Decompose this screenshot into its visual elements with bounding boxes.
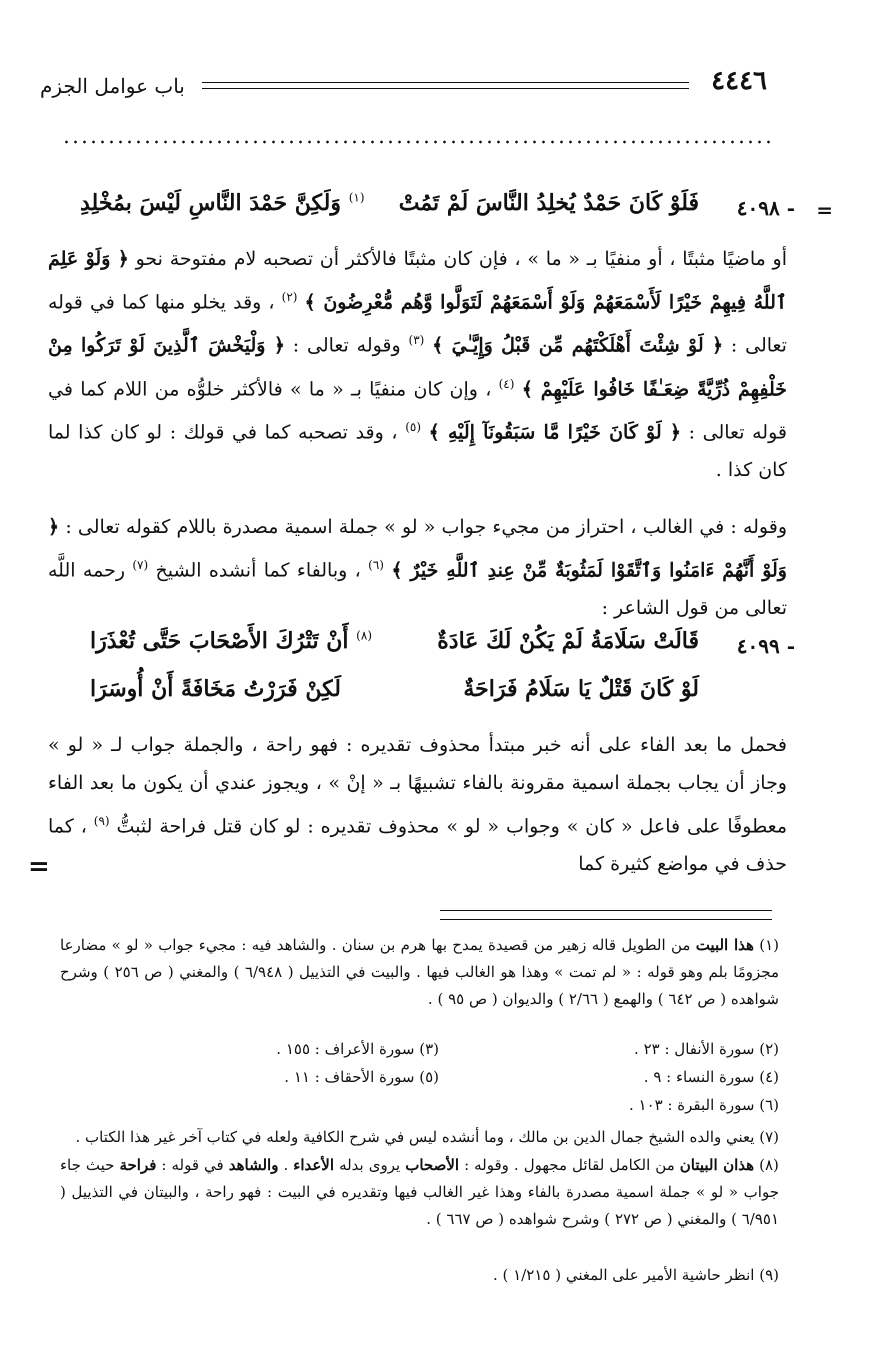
paragraph-3 (48, 726, 787, 883)
footnote-5: (٥) سورة الأحقاف : ١١ . (284, 1068, 439, 1086)
footnote-ref-5: (٥) (405, 419, 422, 434)
quran-quote-1: ﴿ وَلَوْ عَلِمَ ٱللَّهُ فِيهِمْ خَيْرًا لَأَسْمَعَهُمْ وَلَوْ أَسْمَعَهُمْ لَتَوَلَّوا وَّهُم مُّعْرِضُونَ ﴾ (48, 248, 787, 314)
quran-quote-5: ﴿ وَلَوْ أَنَّهُمْ ءَامَنُوا وَٱتَّقَوْا لَمَثُوبَةٌ مِّنْ عِندِ ٱللَّهِ خَيْرٌ ﴾ (48, 516, 787, 582)
para1-text-3: وقوله تعالى : (292, 334, 401, 357)
verse-4098-second-half-text: وَلَكِنَّ حَمْدَ النَّاسِ لَيْسَ بمُخْلِدِ (80, 190, 342, 216)
footnote-3: (٣) سورة الأعراف : ١٥٥ . (276, 1040, 439, 1058)
footnote-ref-8: (٨) (356, 628, 372, 643)
verse-number-4098: ٤٠٩٨ - (736, 196, 795, 220)
para3-text-2: ، كما حذف في مواضع كثيرة كما (48, 815, 787, 876)
footnote-8-bold-1: هذان البيتان (679, 1156, 755, 1174)
footnote-7: (٧) يعني والده الشيخ جمال الدين بن مالك ، وما أنشده ليس في شرح الكافية ولعله في كتاب آخر غير هذا الكتاب . (75, 1128, 779, 1146)
dotted-separator (62, 140, 774, 144)
verse-4099-line1-first: قَالَتْ سَلَامَةُ لَمْ يَكُنْ لَكَ عَادَةٌ (437, 628, 699, 654)
verse-4099-line2-first: لَوْ كَانَ قَتْلٌ يَا سَلَامُ فَرَاحَةٌ (463, 676, 699, 702)
footnote-8 (60, 1152, 779, 1233)
footnote-8-bold-3: الأعداء (293, 1156, 335, 1174)
footnote-8-text-5: حيث جاء جواب « لو » جملة اسمية مصدرة بالفاء وهذا غير الغالب فيها وتقديره في البيت : فهو راحة ، والبيتان في التذييل ( ٦/٩٥١ ) والمغني ( ص ٢٧٢ ) وشرح شواهده ( ص ٦٦٧ ) . (60, 1156, 779, 1228)
footnote-1-bold: هذا البيت (695, 936, 754, 954)
footnote-1-number: (١) (759, 936, 779, 954)
footnote-8-text-1: من الكامل لقائل مجهول . وقوله : (464, 1156, 675, 1174)
verse-4099-line2-second: لَكِنْ فَرَرْتُ مَخَافَةً أَنْ أُوسَرَا (90, 676, 341, 702)
footnote-ref-4: (٤) (498, 376, 515, 391)
footnote-6: (٦) سورة البقرة : ١٠٣ . (628, 1096, 779, 1114)
para3-text-1: فحمل ما بعد الفاء على أنه خبر مبتدأ محذوف تقديره : فهو راحة ، والجملة جواب لـ « لو » وجاز أن يجاب بجملة اسمية مقرونة بالفاء تشبيهًا بـ « إنْ » ، ويجوز عندي أن يكون ما بعد الفاء معطوفًا على فاعل « كان » وجواب « لو » محذوف تقديره : لو كان قتل فراحة لثبتُّ (48, 734, 788, 838)
footnote-8-text-4: في قوله : (161, 1156, 224, 1174)
continuation-mark-bottom: = (28, 852, 50, 882)
header-rule-bottom (202, 88, 689, 89)
footnote-8-bold-4: والشاهد (228, 1156, 279, 1174)
para1-text-2: ، وقد يخلو منها كما في قوله تعالى : (48, 291, 787, 357)
footnote-ref-3: (٣) (408, 333, 425, 348)
quran-quote-3: ﴿ وَلْيَخْشَ ٱلَّذِينَ لَوْ تَرَكُوا مِنْ خَلْفِهِمْ ذُرِّيَّةً ضِعَـٰفًا خَافُوا عَلَيْهِمْ ﴾ (48, 334, 787, 400)
footnote-8-text-2: يروى بدله (339, 1156, 401, 1174)
footnote-ref-2: (٢) (281, 290, 298, 304)
verse-4099-line1-second (90, 628, 372, 654)
footnote-8-text-3: . (283, 1156, 289, 1174)
quran-quote-2: ﴿ لَوْ شِئْتَ أَهْلَكْتَهُم مِّن قَبْلُ وَإِيَّـٰيَ ﴾ (432, 334, 724, 357)
paragraph-1 (48, 240, 787, 489)
footnote-8-bold-2: الأصحاب (405, 1156, 460, 1174)
footnote-1 (60, 932, 779, 1013)
page-number: ٤٤٤٦ (711, 66, 767, 96)
footnote-8-number: (٨) (759, 1156, 779, 1174)
footnote-1-text: من الطويل قاله زهير من قصيدة يمدح بها هرم بن سنان . والشاهد فيه : مجيء جواب « لو » مضارعا مجزومًا بلم وهو قوله : « لم تمت » وهذا هو الغالب فيها . والبيت في التذييل ( ٦/٩٤٨ ) والمغني ( ص ٢٥٦ ) وشرح شواهده ( ص ٦٤٢ ) والهمع ( ٢/٦٦ ) والديوان ( ص ٩٥ ) . (60, 936, 779, 1008)
footnote-ref-7: (٧) (132, 558, 149, 572)
footnote-ref-6: (٦) (368, 558, 384, 572)
footnote-2: (٢) سورة الأنفال : ٢٣ . (634, 1040, 779, 1058)
footnote-4: (٤) سورة النساء : ٩ . (643, 1068, 779, 1086)
header-rule-top (202, 82, 689, 83)
para1-text-4: ، وإن كان منفيًا بـ « ما » فالأكثر خلوُّه من اللام كما في قوله تعالى : (48, 377, 787, 444)
chapter-title: باب عوامل الجزم (40, 74, 185, 98)
footnote-ref-9: (٩) (93, 814, 110, 828)
para2-text-3: رحمه اللَّه تعالى من قول الشاعر : (48, 559, 787, 620)
verse-number-4099: ٤٠٩٩ - (736, 634, 795, 658)
footnote-ref-1: (١) (348, 190, 365, 205)
verse-4098-second-half (80, 190, 365, 216)
paragraph-2 (48, 508, 787, 627)
footnote-9: (٩) انظر حاشية الأمير على المغني ( ١/٢١٥ ) . (493, 1266, 779, 1284)
para1-text-1: أو ماضيًا مثبتًا ، أو منفيًا بـ « ما » ، فإن كان مثبتًا فالأكثر أن تصحبه لام مفتوحة نحو (135, 248, 787, 270)
quran-quote-4: ﴿ لَوْ كَانَ خَيْرًا مَّا سَبَقُونَآ إِلَيْهِ ﴾ (428, 421, 681, 444)
footnote-8-bold-5: فراحة (119, 1156, 157, 1174)
para2-text-1: وقوله : في الغالب ، احتراز من مجيء جواب « لو » جملة اسمية مصدرة باللام كقوله تعالى : (65, 516, 788, 538)
para2-text-2: ، وبالفاء كما أنشده الشيخ (155, 559, 361, 582)
verse-4098-first-half: فَلَوْ كَانَ حَمْدٌ يُخلِدُ النَّاسَ لَمْ تَمُتْ (398, 190, 699, 216)
footnote-separator (440, 910, 772, 920)
continuation-mark-top: = (816, 198, 833, 222)
para1-text-5: ، وقد تصحبه كما في قولك : لو كان كذا لما كان كذا . (48, 421, 787, 482)
verse-4099-line1-second-text: أَنْ تَتْرُكَ الأَصْحَابَ حَتَّى تُعْذَرَا (90, 628, 349, 654)
